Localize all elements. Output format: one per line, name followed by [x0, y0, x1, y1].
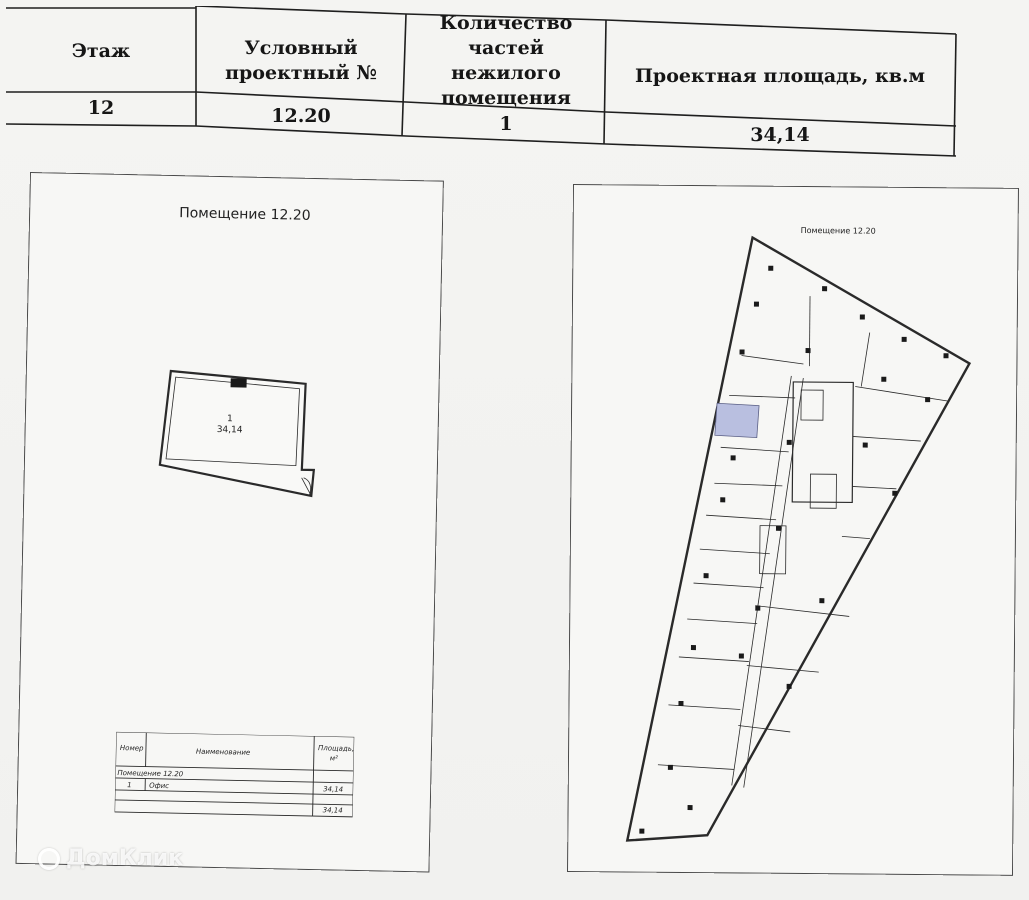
watermark: [38, 846, 183, 871]
cell-floor: 12: [87, 96, 115, 119]
room-area-label: 34,14: [216, 424, 243, 436]
explication-col-number: Номер: [119, 744, 144, 753]
floor-plan-title: Помещение 12.20: [800, 225, 876, 236]
watermark-text: ДомКлик: [66, 846, 184, 871]
header-parts-line2: нежилого: [451, 62, 561, 84]
explication-col-area-line2: м²: [329, 754, 338, 763]
header-parts-line3: помещения: [441, 87, 571, 109]
explication-item-number: 1: [127, 781, 132, 790]
header-number: [198, 20, 404, 102]
explication-total-area: 34,14: [322, 806, 343, 815]
explication-col-area-line1: Площадь,: [317, 744, 355, 753]
cell-number: 12.20: [271, 104, 331, 127]
summary-table: [6, 6, 958, 158]
room-number-label: 1: [226, 414, 233, 425]
header-floor: Этаж: [71, 39, 131, 62]
header-number-line2: проектный №: [225, 62, 377, 84]
cell-area: 34,14: [750, 123, 810, 146]
floor-plan-sheet: [567, 184, 1019, 876]
cell-parts: 1: [499, 112, 513, 135]
domclick-logo-icon: [38, 848, 60, 870]
room-plan-sheet: [16, 172, 444, 873]
header-area: Проектная площадь, кв.м: [634, 64, 926, 87]
header-parts: [404, 12, 608, 109]
header-number-line1: Условный: [244, 37, 358, 59]
explication-item-area: 34,14: [323, 785, 344, 794]
explication-table: [115, 732, 355, 821]
explication-item-name: Офис: [149, 781, 170, 791]
header-parts-line1: Количество частей: [439, 12, 573, 59]
room-plan-title: Помещение 12.20: [179, 205, 311, 224]
explication-group: Помещение 12.20: [117, 768, 184, 779]
floor-plan-drawing: [567, 184, 1019, 876]
explication-col-name: Наименование: [195, 747, 251, 757]
